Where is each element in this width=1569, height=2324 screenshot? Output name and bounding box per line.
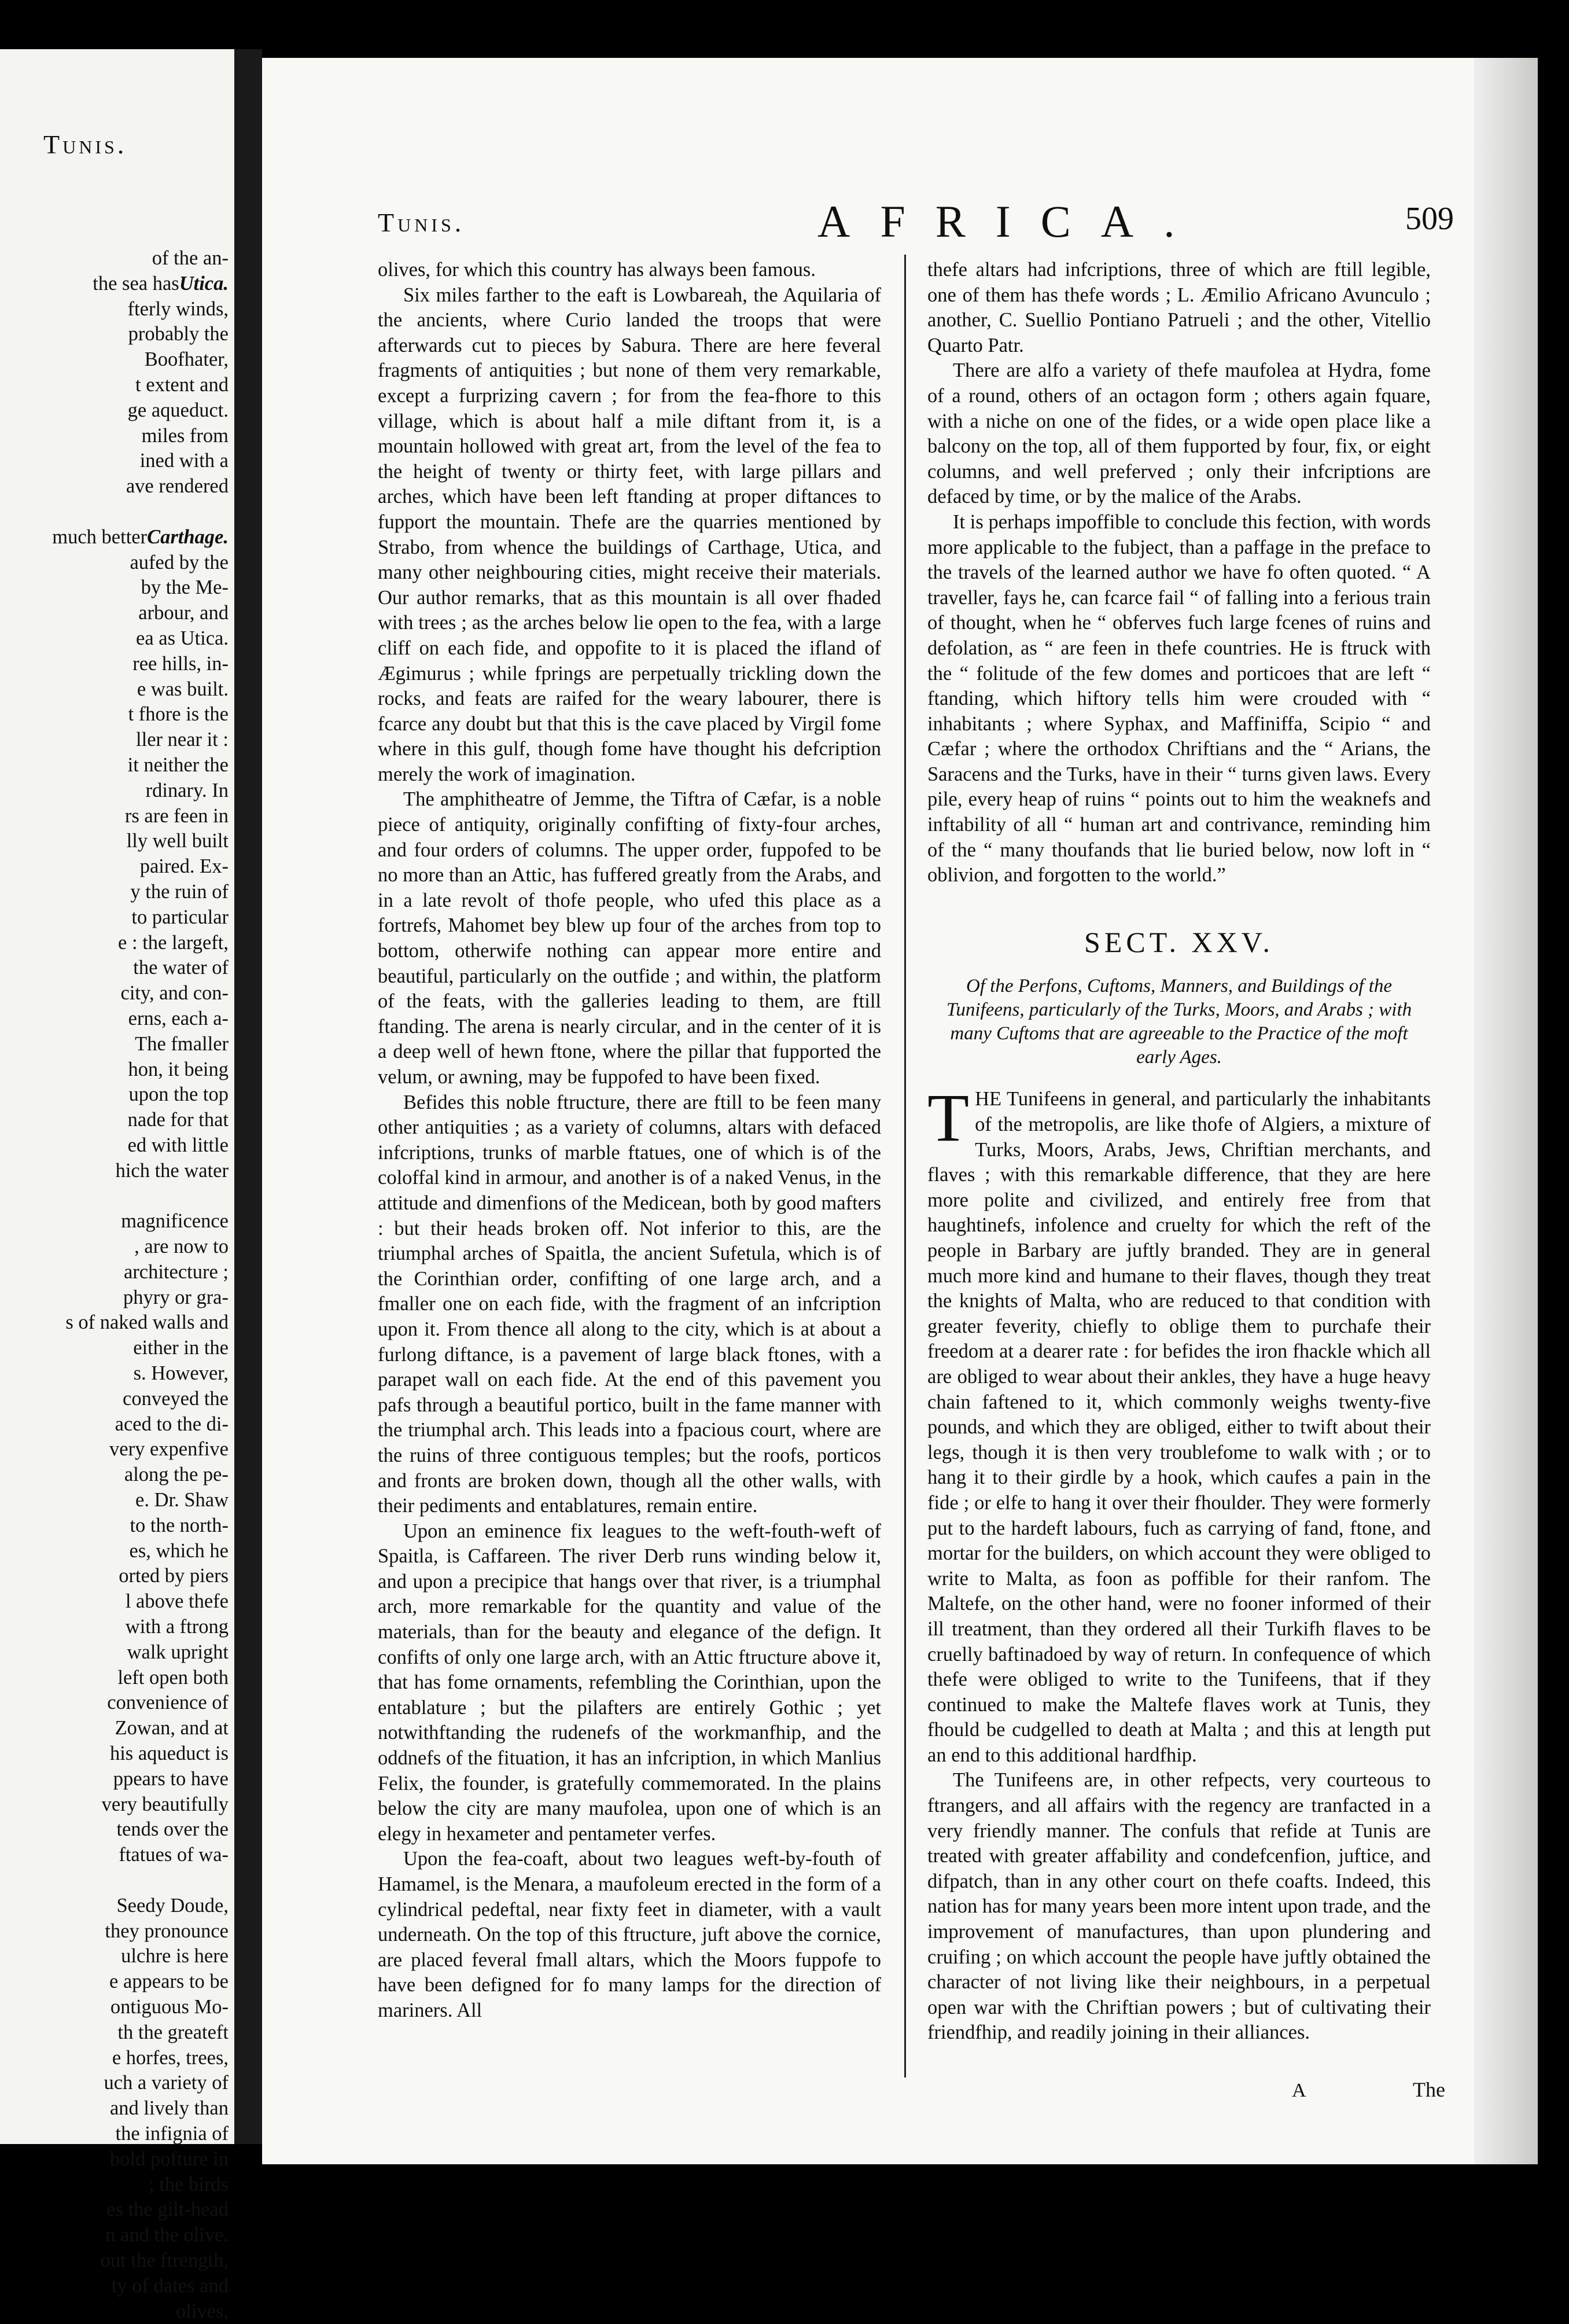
paragraph: The amphitheatre of Jemme, the Tiftra of Cæfar, is a noble piece of antiquity, originally confifting of fixty-four arches, and four orders of columns. The upper order, fuppofed to be no more than an Attic, has fuffered greatly from the Arabs, and in a late revolt of thofe people, who ufed this place as a fortrefs, Mahomet bey blew up four of the arches from top to bottom, otherwife nothing can appear more entire and beautiful, particularly on the outfide ; and within, the platform of the feats, with the galleries leading to them, are ftill ftanding. The arena is nearly circular, and in the center of it is a deep well of hewn ftone, where the pillar that fupported the velum, or awning, may be fuppofed to have been fixed. [378, 788, 881, 1088]
left-page-line: and lively than [109, 2097, 229, 2120]
left-page-line: magnificence [121, 1210, 229, 1233]
left-page-line: aufed by the [130, 551, 229, 573]
left-page-line: rdinary. In [145, 779, 229, 801]
left-page-line: ftatues of wa- [119, 1844, 229, 1866]
left-page-line: to particular [131, 906, 229, 928]
left-page-line-text: much better [52, 525, 148, 548]
section-title: SECT. XXV. [1084, 925, 1274, 958]
left-page-line: ontiguous Mo- [110, 1995, 229, 2018]
left-page-line: conveyed the [123, 1387, 229, 1410]
book-gutter [234, 49, 262, 2144]
left-page-line: s. However, [133, 1362, 229, 1385]
left-page-line: t fhore is the [128, 703, 229, 726]
left-page-line: ller near it : [136, 729, 229, 751]
left-page-line: fterly winds, [127, 297, 229, 320]
left-page-line-text: the sea has [93, 272, 179, 295]
paragraph: Befides this noble ftructure, there are ftill to be feen many other antiquities ; as a variety of columns, altars with defaced infcriptions, trunks of marble ftatues, one of which is of the coloffal kind in armour, and another is of a naked Venus, in the attitude and dimenfions of the Medicean, both by good mafters : but their heads broken off. Not inferior to this, are the triumphal arches of Spaitla, the ancient Sufetula, which is of the Corinthian order, confifting of one large arch, and a fmaller one on each fide, with the fragment of an infcription upon it. From thence all along to the city, which is at about a furlong diftance, is a pavement of large black ftones, with a parapet wall on each fide. At the end of this pavement you pafs through a beautiful portico, built in the fame manner with the triumphal arch. This leads into a fpacious court, where are the ruins of three contiguous temples; but the roofs, porticos and fronts are broken down, though all the other walls, with their pediments and entablatures, remain entire. [378, 1091, 881, 1517]
left-page-line: Boofhater, [144, 348, 229, 371]
left-page-lines [9, 246, 229, 2324]
section-subtitle: Of the Perfons, Cuftoms, Manners, and Buildings of the Tunifeens, particularly of the Turks, Moors, and Arabs ; with many Cuftoms that are agreeable to the Practice of the moft early Ages. [946, 976, 1412, 1068]
signature-mark: A [1292, 2080, 1306, 2101]
left-page-line: ined with a [139, 450, 229, 472]
paragraph: The Tunifeens are, in other refpects, very courteous to ftrangers, and all affairs with the regency are tranfacted in a very friendly manner. The confuls that refide at Tunis are treated with greater affability and condefcenfion, juftice, and difpatch, than in any other court on thefe coafts. Indeed, this nation has for many years been more intent upon trade, and the improvement of manufactures, than upon plundering and cruifing ; on which account the people have juftly obtained the character of not living like their neighbours, in a perpetual open war with the Chriftian powers ; but of cultivating their friendfhip, and readily joining in their alliances. [927, 1769, 1431, 2044]
left-page-line: to the north- [130, 1514, 229, 1536]
column-right [927, 258, 1431, 2046]
left-page-line: of the an- [152, 247, 229, 269]
first-paragraph-text: HE Tunifeens in general, and particularly the inhabitants of the metropolis, are like thofe of Algiers, a mixture of Turks, Moors, Arabs, Jews, Chriftian merchants, and flaves ; with this remarkable difference, that they are here more polite and civilized, and entirely free from that haughtinefs, infolence and cruelty for which the reft of the people in Barbary are juftly branded. They are in general much more kind and humane to their flaves, though they treat the knights of Malta, who are reduced to that condition with greater feverity, chiefly to oblige them to purchafe their freedom at a dearer rate : for befides the iron fhackle which all are obliged to wear about their ankles, they have a huge heavy chain faftened to it, which commonly weighs twenty-five pounds, and which they are obliged, either to twift about their legs, though it is then very troublefome to walk with ; or to hang it to their girdle by a hook, which caufes a pain in the fide ; or elfe to hang it over their fhoulder. They were formerly put to the hardeft labours, fuch as carrying of fand, ftone, and mortar for the builders, on which account they were obliged to write to Malta, as foon as poffible for their ranfom. The Maltefe, on the other hand, were no fooner informed of their ill treatment, than they ordered all their Turkifh flaves to be cruelly baftinadoed by way of return. In confequence of which thefe were obliged to write to the Tunifeens, that if they continued to make the Maltefe flaves work at Tunis, they fhould be cudgelled to death at Malta ; and this at length put an end to this additional hardfhip. [927, 1088, 1431, 1766]
left-page-line: ree hills, in- [132, 652, 229, 675]
left-page-line: architecture ; [123, 1260, 229, 1283]
handwritten-annotation: Carthage. [147, 525, 229, 548]
left-page-line: Zowan, and at [115, 1717, 229, 1740]
left-page-line: phyry or gra- [123, 1286, 229, 1308]
left-page-line: es the gilt-head [106, 2198, 229, 2221]
left-page-line: nade for that [127, 1109, 229, 1131]
left-page-line: with a ftrong [125, 1616, 229, 1638]
left-page-line: arbour, and [138, 602, 229, 624]
left-page-line: probably the [128, 323, 229, 345]
left-page-line: very expenfive [109, 1438, 229, 1461]
left-page-line: ty of dates and [111, 2274, 229, 2297]
left-page-header: Tunis. [43, 130, 127, 159]
left-page-line [9, 1183, 229, 1209]
left-page-line: rs are feen in [124, 804, 229, 827]
paragraph: Upon an eminence fix leagues to the weft-fouth-weft of Spaitla, is Caffareen. The river Derb runs winding below it, and upon a precipice that hangs over that river, is a triumphal arch, more remarkable for the quantity and value of the materials, than for the beauty and elegance of the defign. It confifts of only one large arch, with an Attic ftructure above it, that has fome ornaments, refembling the Corinthian, upon the entablature ; but the pilafters are entirely Gothic ; yet notwithftanding the rudenefs of the workmanfhip, and the oddnefs of the fituation, it has an infcription, in which Manlius Felix, the founder, is gratefully commemorated. In the plains below the city are many maufolea, upon one of which is an elegy in hexameter and pentameter verfes. [378, 1520, 881, 1845]
left-page-line: ge aqueduct. [127, 399, 229, 421]
left-page-line: ea as Utica. [136, 627, 229, 649]
left-page-line: ; the birds [149, 2173, 229, 2196]
left-page-line: the infignia of [115, 2122, 229, 2145]
drop-cap: T [927, 1080, 970, 1156]
left-page-line [9, 1868, 229, 1893]
left-page-line: The fmaller [135, 1032, 229, 1055]
left-page-line: along the pe- [124, 1463, 229, 1486]
left-page-line: olives, [175, 2300, 229, 2322]
first-paragraph [927, 1080, 1431, 1768]
left-page-line: aced to the di- [115, 1413, 229, 1435]
paragraph: thefe altars had infcriptions, three of which are ftill legible, one of them has thefe words ; L. Æmilio Africano Avunculo ; another, C. Suellio Pontiano Patrueli ; and the other, Vitellio Quarto Patr. [927, 259, 1431, 356]
left-page-line: s of naked walls and [65, 1311, 229, 1334]
left-page-line: tends over the [116, 1818, 229, 1841]
header-title: AFRICA. [817, 196, 1205, 247]
left-page-line: n and the olive. [105, 2224, 229, 2246]
left-page-line: e : the largeft, [118, 931, 229, 954]
left-page-line: hich the water [115, 1159, 229, 1182]
left-page-line: Seedy Doude, [116, 1894, 229, 1917]
left-page-line [9, 499, 229, 525]
left-page-line: his aqueduct is [109, 1742, 229, 1765]
left-page-text [9, 49, 229, 2324]
left-page-line [9, 525, 229, 550]
page-edge [1474, 58, 1538, 2164]
left-page-line: it neither the [127, 753, 229, 776]
left-page-line: hon, it being [128, 1058, 229, 1080]
column-left [378, 258, 881, 2024]
left-page-line: miles from [141, 424, 229, 447]
left-page-line: by the Me- [141, 576, 229, 599]
left-page-line: y the ruin of [130, 880, 229, 903]
column-rule [904, 255, 906, 2077]
left-page-line: they pronounce [105, 1919, 229, 1942]
header-left: Tunis. [378, 208, 465, 237]
catchword: The [1413, 2078, 1445, 2101]
left-page-line: ed with little [127, 1134, 229, 1156]
left-page-line: either in the [133, 1337, 229, 1359]
left-page-line: out the ftrength, [100, 2249, 229, 2271]
left-page-line: paired. Ex- [139, 855, 229, 878]
paragraph: There are alfo a variety of thefe maufolea at Hydra, fome of a round, others of an octagon form ; others again fquare, with a niche on one of the fides, or a wide open place like a balcony on the top, all of them fupported by four, fix, or eight columns, and well preferved ; only their infcriptions are defaced by time, or by the malice of the Arabs. [927, 359, 1431, 508]
left-page-line: lly well built [126, 830, 229, 852]
left-page-line: e. Dr. Shaw [135, 1489, 229, 1512]
left-page-line: bold pofture in [109, 2148, 229, 2170]
left-page-line: city, and con- [120, 982, 229, 1005]
left-page-line: ulchre is here [121, 1945, 229, 1968]
left-page-line: th the greateft [117, 2021, 229, 2043]
left-page-line: , are now to [134, 1235, 229, 1258]
left-page-line: upon the top [128, 1083, 229, 1106]
handwritten-annotation: Utica. [179, 272, 229, 295]
left-page-line: left open both [117, 1666, 229, 1689]
left-page-line: the water of [133, 957, 229, 979]
left-page-line: t extent and [135, 373, 229, 396]
running-header [378, 196, 1454, 259]
page-number: 509 [1405, 201, 1454, 237]
left-page-line [9, 271, 229, 297]
left-page-line: e appears to be [109, 1970, 229, 1993]
left-page-line: e was built. [137, 678, 229, 700]
paragraph: Upon the fea-coaft, about two leagues weft-by-fouth of Hamamel, is the Menara, a maufoleum erected in the form of a cylindrical pedeftal, near fixty feet in diameter, with a vault underneath. On the top of this ftructure, juft above the cornice, are placed feveral fmall altars, which the Moors fuppofe to have been defigned for fo many lamps for the direction of mariners. All [378, 1848, 881, 2021]
left-page-line: uch a variety of [104, 2072, 229, 2094]
left-page-line: orted by piers [119, 1565, 229, 1587]
left-page-line: erns, each a- [128, 1007, 229, 1029]
left-page-line: walk upright [127, 1641, 229, 1663]
left-page-fragment [0, 49, 234, 2322]
left-page-line: very beautifully [101, 1793, 229, 1815]
left-page-line: ave rendered [126, 475, 229, 498]
left-page-line: ppears to have [113, 1767, 229, 1790]
paragraph: olives, for which this country has always been famous. [378, 259, 816, 281]
left-page-line: e horfes, trees, [112, 2046, 229, 2069]
left-page-line: l above thefe [125, 1590, 229, 1613]
left-page-line: es, which he [129, 1539, 229, 1562]
paragraph: Six miles farther to the eaft is Lowbareah, the Aquilaria of the ancients, where Curio landed the troops that were afterwards cut to pieces by Sabura. There are here feveral fragments of antiquities ; but none of them very remarkable, except a furprizing cavern ; for from the fea-fhore to this village, which is about half a mile diftant from it, is a mountain hollowed with great art, from the level of the fea to the height of twenty or thirty feet, with large pillars and arches, which have been left ftanding at proper diftances to fupport the mountain. Thefe are the quarries mentioned by Strabo, from whence the buildings of Carthage, Utica, and many other neighbouring cities, might receive their materials. Our author remarks, that as this mountain is all over fhaded with trees ; as the arches below lie open to the fea, with a large cliff on each fide, and oppofite to it is placed the ifland of Ægimurus ; while fprings are perpetually trickling down the rocks, and feats are raifed for the weary labourer, there is fcarce any doubt but that this is the cave placed by Virgil fome where in this gulf, though fome have thought his defcription merely the work of imagination. [378, 284, 881, 785]
left-page-line: convenience of [107, 1691, 229, 1714]
paragraph: It is perhaps impoffible to conclude this fection, with words more applicable to the fubject, than a paffage in the preface to the travels of the learned author we have fo often quoted. “ A traveller, fays he, can fcarce fail “ of falling into a ferious train of thought, when he “ obferves fuch large fcenes of ruins and defolation, as “ are feen in thefe countries. He is ftruck with the “ folitude of the few domes and porticoes that are left “ ftanding, which hiftory tells him were crouded with “ inhabitants ; where Syphax, and Maffiniffa, Scipio “ and Cæfar ; where the orthodox Chriftians and the “ Arians, the Saracens and the Turks, have in their “ turns given laws. Every pile, every heap of ruins “ points out to him the weaknefs and inftability of all “ human art and contrivance, reminding him of the “ many thoufands that lie buried below, now loft in “ oblivion, and forgotten to the world.” [927, 510, 1431, 887]
book-page [262, 58, 1538, 2164]
